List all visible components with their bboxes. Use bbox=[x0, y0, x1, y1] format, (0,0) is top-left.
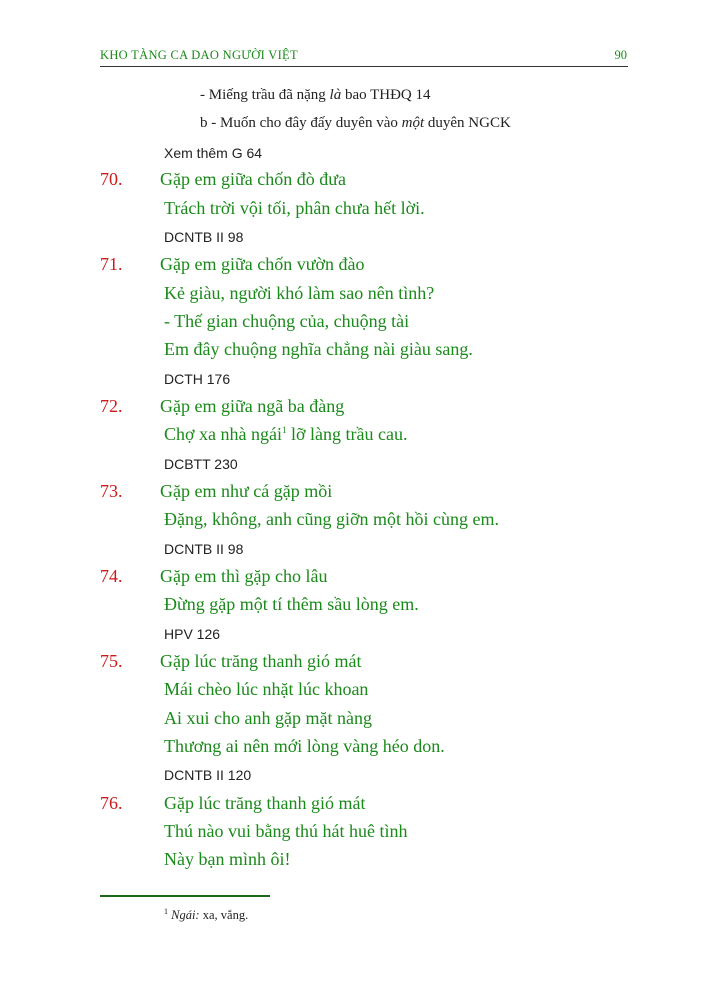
source-reference: DCTH 176 bbox=[164, 371, 231, 387]
footnote-marker: 1 bbox=[282, 425, 287, 435]
entry-number: 72. bbox=[100, 396, 123, 416]
intro-line-2-suffix: duyên NGCK bbox=[424, 115, 511, 131]
footnote-divider bbox=[100, 895, 270, 897]
verse-line: Này bạn mình ôi! bbox=[164, 849, 291, 869]
entry-number: 71. bbox=[100, 254, 123, 274]
intro-line-1-prefix: - Miếng trầu đã nặng bbox=[200, 87, 330, 103]
source-reference: DCBTT 230 bbox=[164, 456, 238, 472]
entry-number: 76. bbox=[100, 793, 123, 813]
verse-line: Gặp lúc trăng thanh gió mát bbox=[160, 651, 362, 671]
intro-line-1-italic: là bbox=[329, 87, 342, 103]
verse-line bbox=[164, 424, 407, 445]
entry-number: 75. bbox=[100, 651, 123, 671]
verse-line: Gặp em thì gặp cho lâu bbox=[160, 566, 328, 586]
verse-fragment: Chợ xa nhà ngái bbox=[164, 424, 282, 444]
source-reference: DCNTB II 98 bbox=[164, 541, 244, 557]
verse-line: Gặp em như cá gặp mồi bbox=[160, 481, 333, 501]
entry-number: 70. bbox=[100, 169, 123, 189]
source-reference: DCNTB II 98 bbox=[164, 229, 244, 245]
verse-line: Đừng gặp một tí thêm sầu lòng em. bbox=[164, 594, 419, 614]
cross-reference: Xem thêm G 64 bbox=[164, 145, 263, 161]
verse-line: Thú nào vui bằng thú hát huê tình bbox=[164, 821, 408, 841]
verse-line: Mái chèo lúc nhặt lúc khoan bbox=[164, 679, 369, 699]
verse-line: Thương ai nên mới lòng vàng héo don. bbox=[164, 736, 445, 756]
verse-line: Trách trời vội tối, phân chưa hết lời. bbox=[164, 198, 425, 218]
verse-line: Gặp em giữa chốn vườn đào bbox=[160, 254, 365, 274]
footnote-number: 1 bbox=[164, 907, 168, 916]
intro-line-1-suffix: bao THĐQ 14 bbox=[341, 87, 431, 103]
verse-line: Kẻ giàu, người khó làm sao nên tình? bbox=[164, 283, 435, 303]
verse-line: Gặp em giữa ngã ba đàng bbox=[160, 396, 345, 416]
footnote bbox=[164, 907, 248, 923]
verse-line: Em đây chuộng nghĩa chẳng nài giàu sang. bbox=[164, 339, 473, 359]
verse-line: Đặng, không, anh cũng giỡn một hồi cùng em. bbox=[164, 509, 499, 529]
source-reference: HPV 126 bbox=[164, 626, 221, 642]
verse-line: Gặp lúc trăng thanh gió mát bbox=[164, 793, 366, 813]
verse-line: Gặp em giữa chốn đò đưa bbox=[160, 169, 346, 189]
verse-fragment: lỡ làng trầu cau. bbox=[286, 424, 408, 444]
header-title: KHO TÀNG CA DAO NGƯỜI VIỆT bbox=[100, 48, 298, 62]
entry-number: 73. bbox=[100, 481, 123, 501]
verse-line: - Thế gian chuộng của, chuộng tài bbox=[164, 311, 410, 331]
footnote-text: xa, vắng. bbox=[199, 908, 249, 923]
intro-line-2 bbox=[200, 115, 511, 132]
intro-line-2-prefix: b - Muốn cho đây đấy duyên vào bbox=[200, 115, 402, 131]
entry-number: 74. bbox=[100, 566, 123, 586]
verse-line: Ai xui cho anh gặp mặt nàng bbox=[164, 708, 372, 728]
intro-line-1 bbox=[200, 87, 431, 104]
intro-line-2-italic: một bbox=[401, 115, 425, 131]
source-reference: DCNTB II 120 bbox=[164, 767, 252, 783]
header-divider bbox=[100, 66, 628, 67]
page-number: 90 bbox=[614, 48, 627, 62]
footnote-term: Ngái: bbox=[171, 908, 200, 923]
